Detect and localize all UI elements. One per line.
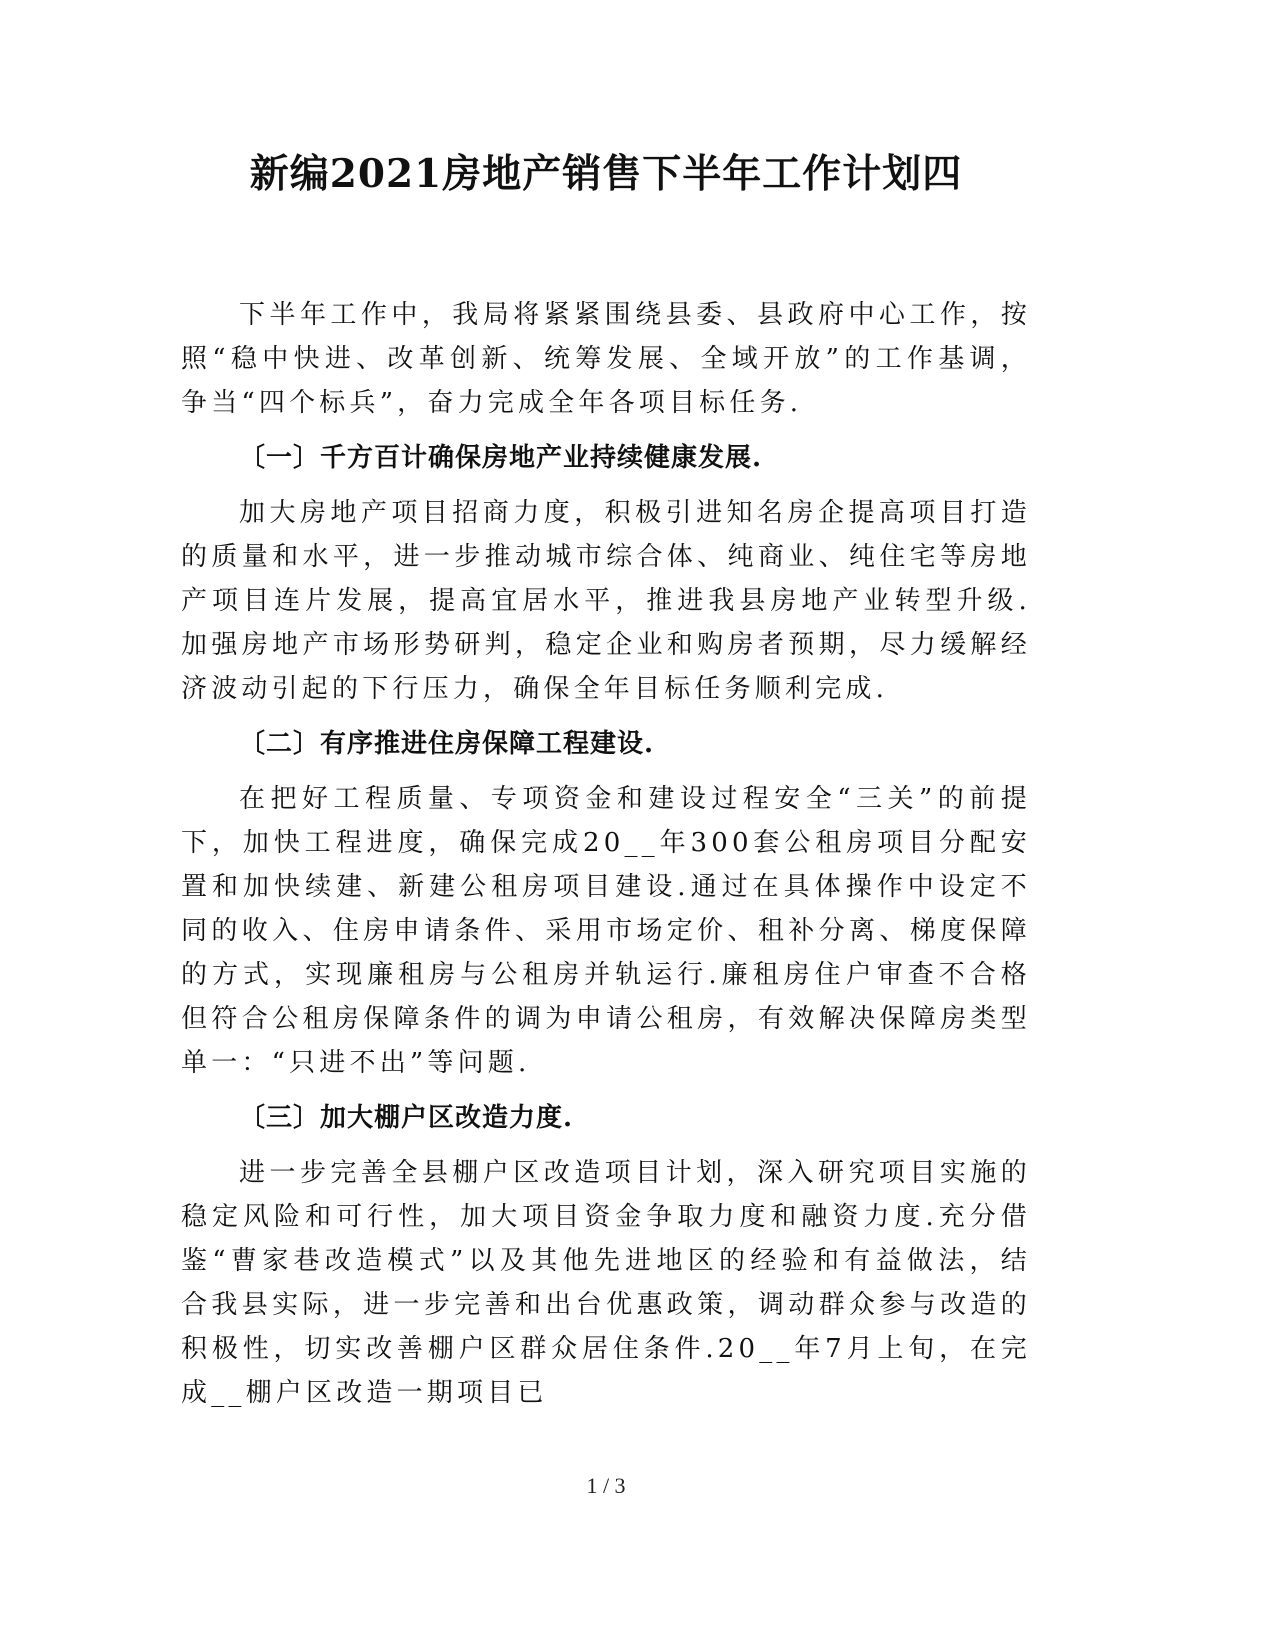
section-heading-2: 〔二〕有序推进住房保障工程建设. <box>239 729 655 759</box>
document-body <box>181 293 1031 1415</box>
page-number: 1 / 3 <box>586 1473 626 1498</box>
document-title: 新编2021房地产销售下半年工作计划四 <box>249 151 963 197</box>
paragraph-intro: 下半年工作中，我局将紧紧围绕县委、县政府中心工作，按照“稳中快进、改革创新、统筹发展、全域开放”的工作基调，争当“四个标兵”，奋力完成全年各项目标任务. <box>181 300 1031 418</box>
section-heading-1: 〔一〕千方百计确保房地产业持续健康发展. <box>239 443 763 473</box>
paragraph-section-2: 在把好工程质量、专项资金和建设过程安全“三关”的前提下，加快工程进度，确保完成20__年300套公租房项目分配安置和加快续建、新建公租房项目建设.通过在具体操作中设定不同的收入、住房申请条件、采用市场定价、租补分离、梯度保障的方式，实现廉租房与公租房并轨运行.廉租房住户审查不合格但符合公租房保障条件的调为申请公租房，有效解决保障房类型单一：“只进不出”等问题. <box>181 784 1031 1078</box>
paragraph-section-1: 加大房地产项目招商力度，积极引进知名房企提高项目打造的质量和水平，进一步推动城市综合体、纯商业、纯住宅等房地产项目连片发展，提高宜居水平，推进我县房地产业转型升级.加强房地产市场形势研判，稳定企业和购房者预期，尽力缓解经济波动引起的下行压力，确保全年目标任务顺利完成. <box>181 498 1031 704</box>
section-heading-3: 〔三〕加大棚户区改造力度. <box>239 1103 574 1133</box>
paragraph-section-3: 进一步完善全县棚户区改造项目计划，深入研究项目实施的稳定风险和可行性，加大项目资金争取力度和融资力度.充分借鉴“曹家巷改造模式”以及其他先进地区的经验和有益做法，结合我县实际，进一步完善和出台优惠政策，调动群众参与改造的积极性，切实改善棚户区群众居住条件.20__年7月上旬，在完成__棚户区改造一期项目已 <box>181 1158 1031 1408</box>
